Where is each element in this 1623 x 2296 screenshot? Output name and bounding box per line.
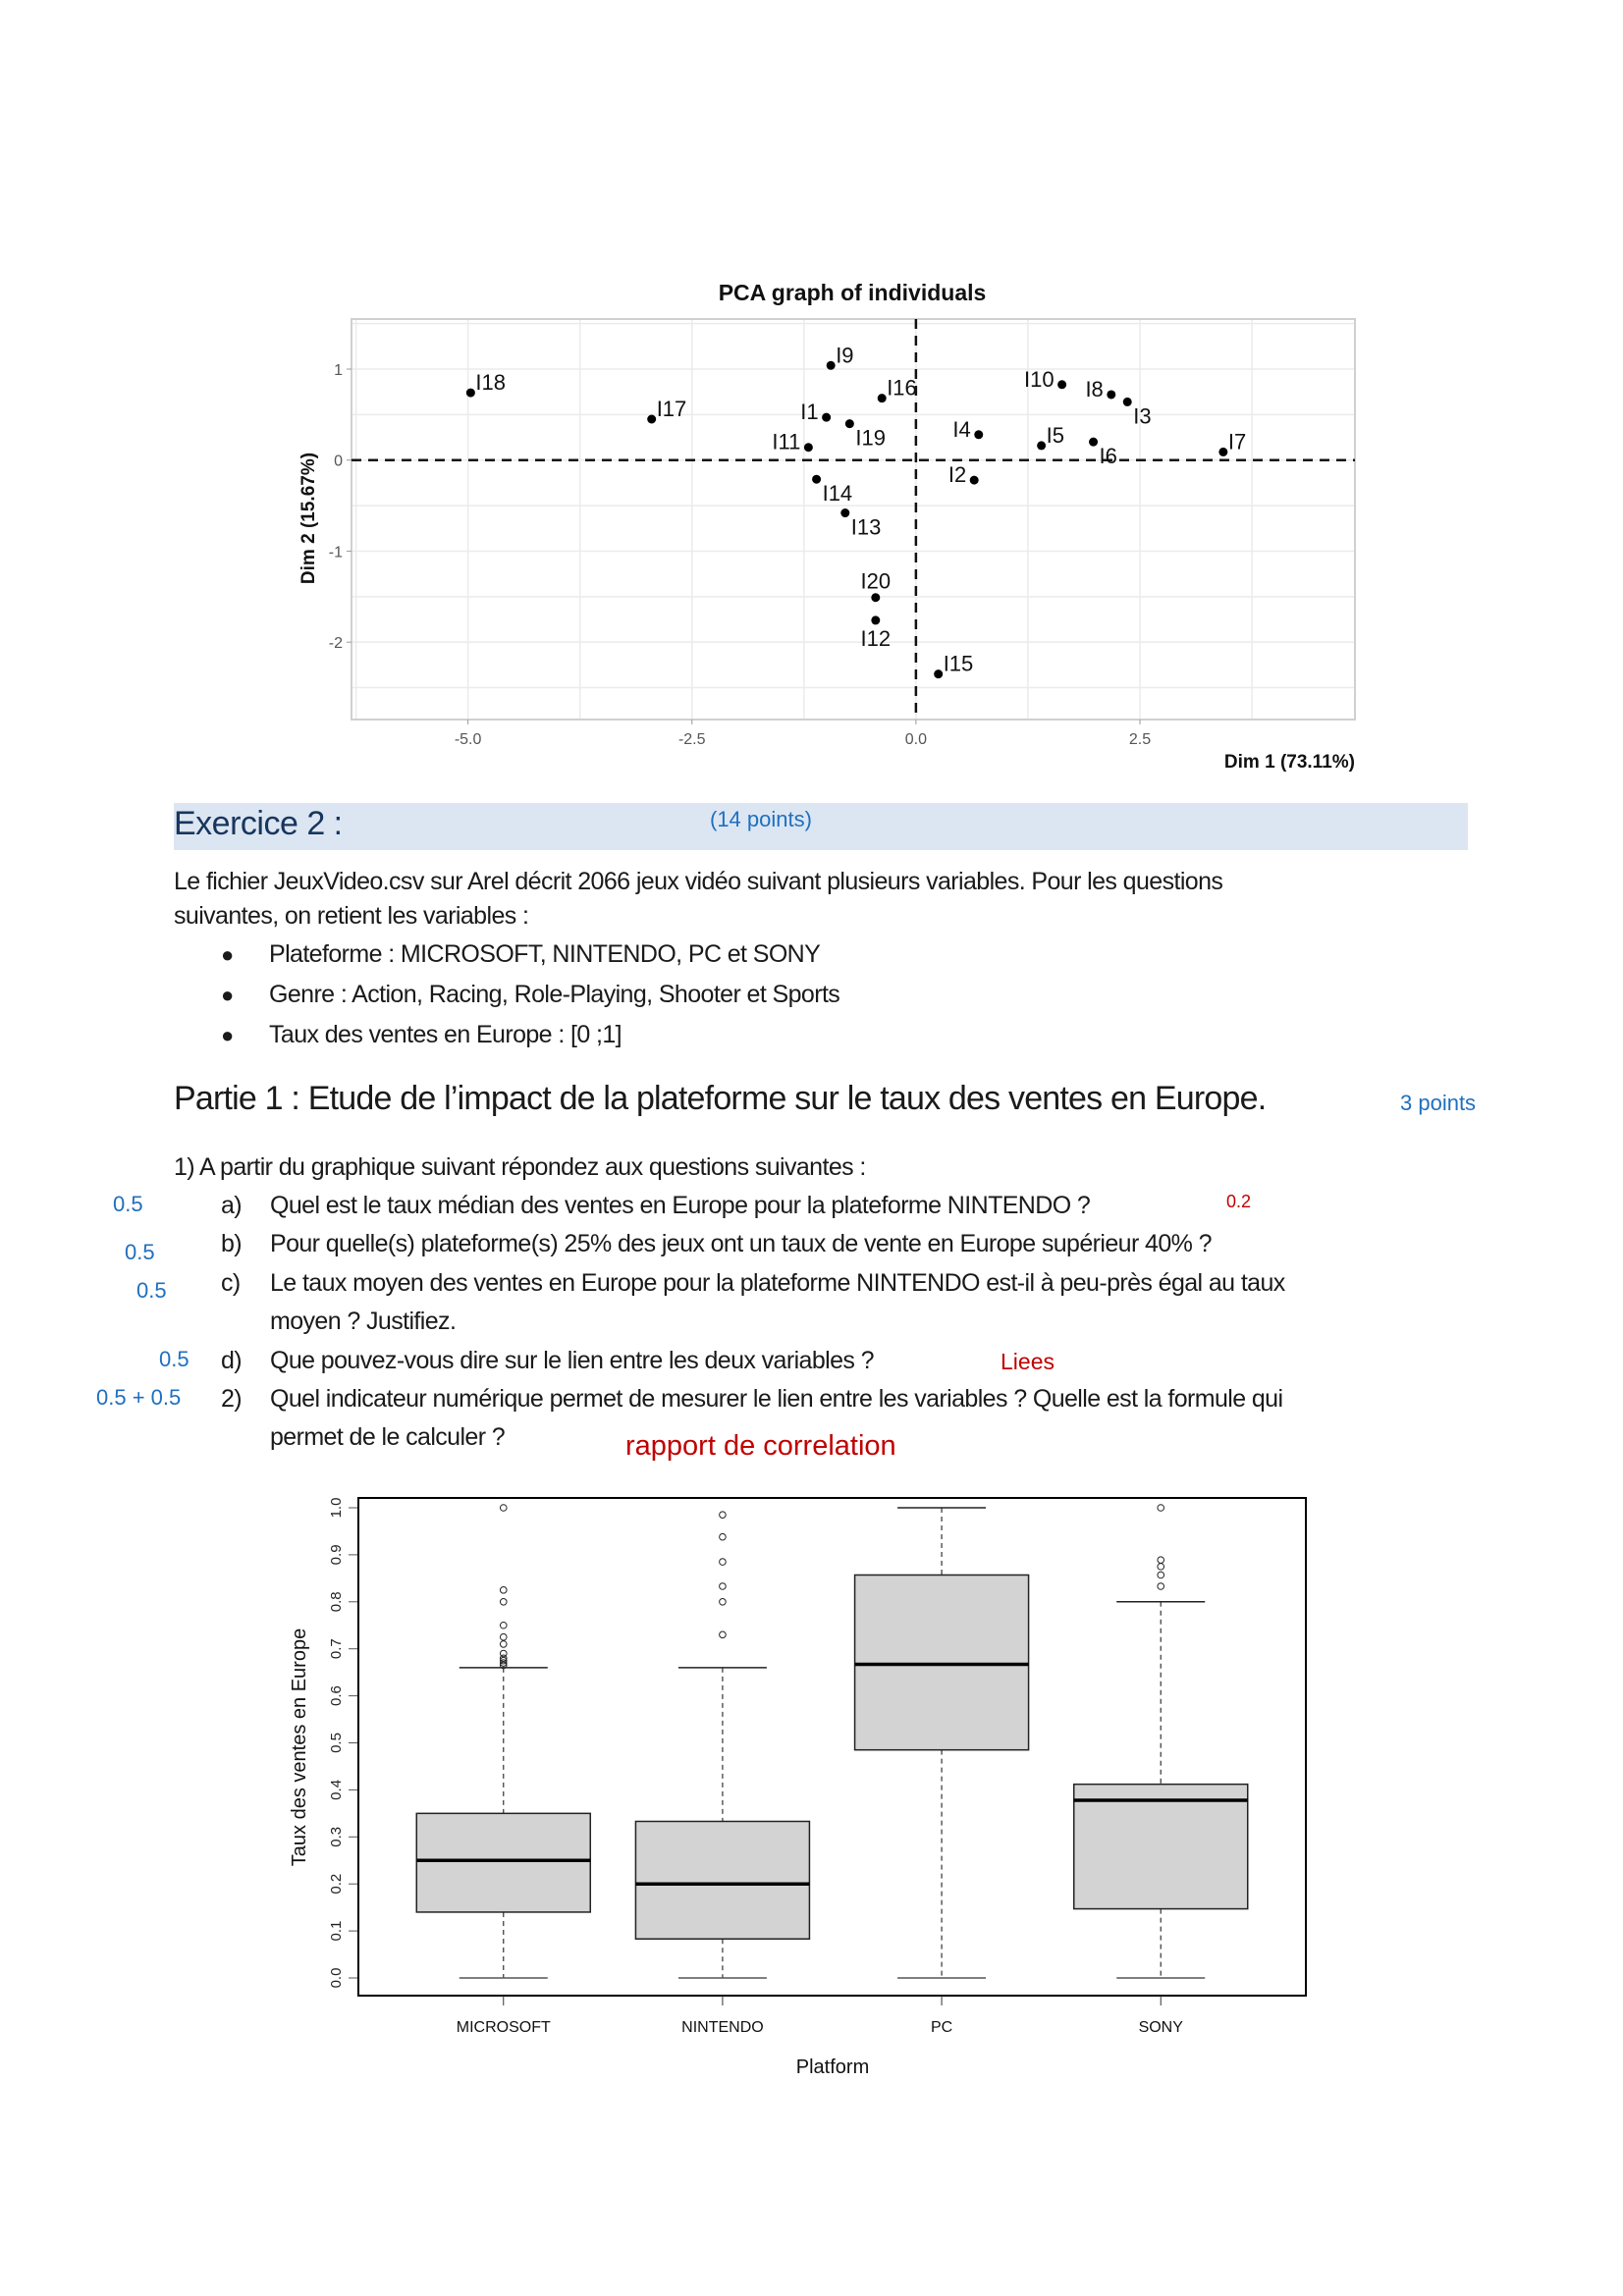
pca-point-label: I5 [1046, 422, 1064, 448]
pca-point-i10 [1057, 380, 1066, 389]
pca-point-i15 [934, 669, 943, 678]
exercise-title: Exercice 2 : [174, 805, 343, 842]
boxplot-y-tick-label: 0.7 [328, 1638, 345, 1660]
boxplot-outlier [1158, 1564, 1164, 1571]
question-d-letter: d) [221, 1347, 243, 1374]
question-2-number: 2) [221, 1385, 243, 1413]
boxplot-category-label: MICROSOFT [456, 2019, 551, 2036]
pca-point-label: I10 [1024, 366, 1055, 392]
bullet-icon: ● [221, 942, 234, 967]
pca-point-i3 [1123, 398, 1132, 406]
bullet-icon: ● [221, 1023, 234, 1047]
partie-1-title: Partie 1 : Etude de l’impact de la plateforme sur le taux des ventes en Europe. [174, 1080, 1267, 1117]
pca-y-tick-label: -1 [328, 544, 343, 561]
pca-point-i2 [970, 476, 979, 485]
boxplot-outlier [500, 1633, 507, 1640]
boxplot-y-tick-label: 0.4 [328, 1779, 345, 1800]
question-a-letter: a) [221, 1192, 243, 1219]
variable-label: Plateforme : MICROSOFT, NINTENDO, PC et SONY [269, 940, 821, 968]
pca-y-tick-label: 1 [334, 362, 343, 379]
boxplot-outlier [720, 1631, 727, 1638]
pca-point-i4 [974, 430, 983, 439]
boxplot-outlier [720, 1599, 727, 1606]
pca-point-i19 [845, 419, 854, 428]
boxplot-y-tick-label: 0.3 [328, 1826, 345, 1847]
question-d-mark: 0.5 [159, 1347, 189, 1371]
boxplot-series [416, 1505, 1247, 1978]
pca-point-i11 [804, 443, 813, 452]
pca-chart-title: PCA graph of individuals [718, 280, 987, 305]
pca-point-i1 [822, 413, 831, 422]
question-d-text: Que pouvez-vous dire sur le lien entre les deux variables ? [270, 1347, 874, 1374]
boxplot-y-tick-label: 0.1 [328, 1920, 345, 1942]
boxplot-outlier [500, 1587, 507, 1594]
boxplot-y-tick-label: 0.0 [328, 1967, 345, 1989]
partie-1-points: 3 points [1400, 1091, 1477, 1115]
pca-point-i7 [1218, 448, 1227, 456]
pca-x-axis-title: Dim 1 (73.11%) [1223, 752, 1355, 773]
pca-x-tick-label: 2.5 [1128, 731, 1152, 748]
intro-line-2: suivantes, on retient les variables : [174, 902, 529, 930]
boxplot-outlier [720, 1559, 727, 1566]
question-1-intro: 1) A partir du graphique suivant répondez aux questions suivantes : [174, 1153, 866, 1181]
pca-points [466, 343, 1246, 678]
boxplot-outlier [1158, 1505, 1164, 1512]
boxplot-outlier [720, 1533, 727, 1540]
boxplot-box [635, 1821, 809, 1939]
boxplot-y-tick-label: 0.6 [328, 1685, 345, 1707]
pca-y-tick-label: 0 [334, 453, 343, 470]
question-c-mark: 0.5 [136, 1278, 167, 1303]
pca-point-label: I1 [800, 400, 819, 425]
pca-point-label: I19 [855, 425, 886, 451]
question-2-answer: rapport de correlation [625, 1430, 896, 1462]
pca-point-i12 [871, 615, 880, 624]
pca-point-label: I8 [1085, 376, 1104, 401]
pca-x-tick-label: 0.0 [904, 731, 927, 748]
boxplot-x-axis [457, 1996, 1183, 2036]
pca-point-label: I9 [836, 343, 854, 368]
boxplot-y-axis-title: Taux des ventes en Europe [289, 1628, 310, 1867]
exercise-points: (14 points) [710, 807, 812, 831]
boxplot-outlier [1158, 1572, 1164, 1578]
boxplot-outlier [500, 1650, 507, 1657]
boxplot-outlier [500, 1622, 507, 1629]
pca-point-label: I11 [772, 429, 801, 454]
boxplot-category-label: SONY [1138, 2019, 1183, 2036]
boxplot-y-tick-label: 0.5 [328, 1733, 345, 1753]
question-c-text-continued: moyen ? Justifiez. [270, 1308, 457, 1335]
pca-point-label: I3 [1133, 403, 1152, 429]
pca-point-label: I12 [860, 625, 892, 651]
pca-x-axis [455, 720, 1151, 748]
pca-y-tick-label: -2 [328, 635, 343, 653]
pca-point-i16 [878, 394, 887, 402]
boxplot-outlier [500, 1505, 507, 1512]
boxplot-outlier [720, 1512, 727, 1519]
question-2-mark: 0.5 + 0.5 [96, 1385, 182, 1410]
boxplot-outlier [720, 1583, 727, 1590]
pca-point-label: I17 [656, 397, 687, 421]
pca-point-i9 [827, 361, 836, 370]
pca-point-i14 [812, 475, 821, 484]
pca-point-label: I15 [943, 651, 974, 676]
boxplot-box [855, 1575, 1029, 1749]
pca-point-i6 [1089, 438, 1098, 447]
question-2-text-continued: permet de le calculer ? [270, 1423, 506, 1451]
pca-point-i20 [871, 593, 880, 602]
pca-point-i13 [840, 508, 849, 517]
intro-line-1: Le fichier JeuxVideo.csv sur Arel décrit 2066 jeux vidéo suivant plusieurs variables. Pour les questions [174, 868, 1223, 895]
variable-label: Genre : Action, Racing, Role-Playing, Shooter et Sports [269, 981, 840, 1008]
pca-point-i17 [647, 415, 656, 424]
pca-point-i5 [1037, 441, 1046, 450]
variable-label: Taux des ventes en Europe : [0 ;1] [269, 1021, 622, 1048]
question-d-answer: Liees [1001, 1349, 1055, 1374]
boxplot-group-microsoft [416, 1505, 590, 1978]
pca-point-label: I6 [1099, 444, 1117, 469]
pca-point-label: I20 [860, 568, 892, 594]
pca-point-label: I18 [475, 370, 506, 396]
boxplot-outlier [500, 1641, 507, 1648]
boxplot-outlier [1158, 1583, 1164, 1590]
question-a-text: Quel est le taux médian des ventes en Europe pour la plateforme NINTENDO ? [270, 1192, 1091, 1219]
boxplot-outlier [1158, 1557, 1164, 1564]
pca-point-label: I14 [822, 481, 853, 507]
boxplot-y-axis [328, 1498, 358, 1989]
pca-chart [275, 265, 1375, 775]
boxplot-box [1074, 1785, 1248, 1909]
boxplot-x-axis-title: Platform [795, 2056, 870, 2078]
question-b-mark: 0.5 [125, 1240, 155, 1264]
boxplot-chart [275, 1477, 1325, 2106]
pca-point-label: I13 [850, 514, 882, 540]
question-a-mark: 0.5 [113, 1192, 143, 1216]
pca-point-i18 [466, 389, 475, 398]
pca-point-label: I7 [1227, 429, 1247, 454]
bullet-icon: ● [221, 983, 234, 1007]
pca-point-label: I2 [947, 462, 967, 488]
pca-point-label: I16 [887, 375, 917, 400]
boxplot-y-tick-label: 0.8 [328, 1591, 345, 1613]
question-b-letter: b) [221, 1230, 243, 1257]
exercise-header-band [174, 803, 1468, 850]
pca-y-axis-title: Dim 2 (15.67%) [298, 452, 319, 585]
pca-x-tick-label: -5.0 [454, 731, 482, 748]
boxplot-category-label: PC [930, 2019, 953, 2036]
question-c-text: Le taux moyen des ventes en Europe pour la plateforme NINTENDO est-il à peu-près égal au taux [270, 1269, 1285, 1297]
question-c-letter: c) [221, 1269, 241, 1297]
pca-y-axis [329, 362, 352, 652]
pca-x-tick-label: -2.5 [677, 731, 706, 748]
boxplot-category-label: NINTENDO [681, 2019, 764, 2036]
pca-point-i8 [1107, 390, 1115, 399]
question-2-text: Quel indicateur numérique permet de mesurer le lien entre les variables ? Quelle est la formule qui [270, 1385, 1283, 1413]
boxplot-group-sony [1074, 1505, 1248, 1978]
boxplot-frame [358, 1498, 1306, 1996]
pca-point-label: I4 [952, 416, 971, 442]
question-b-text: Pour quelle(s) plateforme(s) 25% des jeux ont un taux de vente en Europe supérieur 40% ? [270, 1230, 1212, 1257]
boxplot-group-nintendo [635, 1512, 809, 1978]
boxplot-group-pc [855, 1508, 1029, 1978]
question-a-answer: 0.2 [1226, 1192, 1252, 1211]
boxplot-y-tick-label: 1.0 [328, 1497, 345, 1519]
boxplot-box [416, 1813, 590, 1912]
boxplot-outlier [500, 1599, 507, 1606]
boxplot-y-tick-label: 0.2 [328, 1873, 345, 1895]
boxplot-y-tick-label: 0.9 [328, 1544, 345, 1566]
